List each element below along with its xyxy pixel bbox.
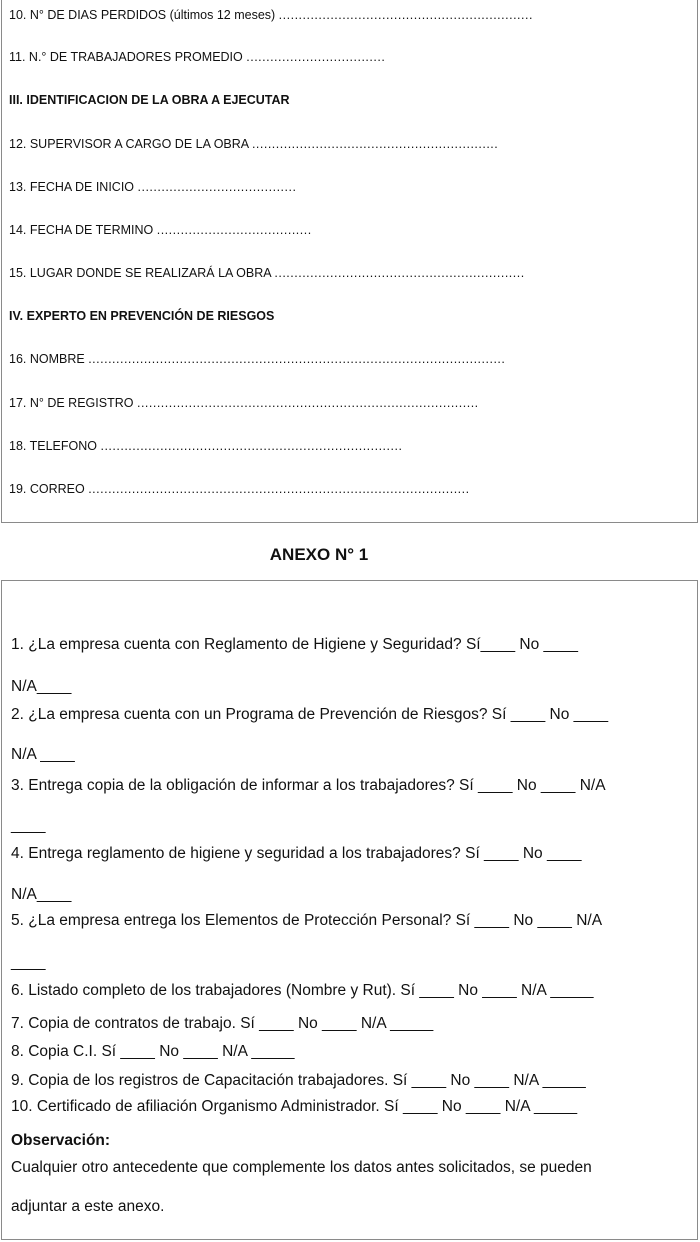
field-fecha-termino: 14. FECHA DE TERMINO ....................................... [9, 223, 312, 237]
section-iv-heading: IV. EXPERTO EN PREVENCIÓN DE RIESGOS [9, 309, 275, 323]
observation-title: Observación: [11, 1132, 111, 1149]
field-dias-perdidos: 10. N° DE DIAS PERDIDOS (últimos 12 meses) ................................................................ [9, 8, 533, 22]
question-2: 2. ¿La empresa cuenta con un Programa de Prevención de Riesgos? Sí ____ No ____ [11, 706, 609, 723]
question-3: 3. Entrega copia de la obligación de informar a los trabajadores? Sí ____ No ____ N/A [11, 777, 606, 794]
field-telefono: 18. TELEFONO ............................................................................ [9, 439, 403, 453]
question-4: 4. Entrega reglamento de higiene y seguridad a los trabajadores? Sí ____ No ____ [11, 845, 582, 862]
question-7: 7. Copia de contratos de trabajo. Sí ____ No ____ N/A _____ [11, 1015, 434, 1032]
section-iii-heading: III. IDENTIFICACION DE LA OBRA A EJECUTAR [9, 93, 290, 107]
field-fecha-inicio: 13. FECHA DE INICIO ........................................ [9, 180, 297, 194]
field-supervisor: 12. SUPERVISOR A CARGO DE LA OBRA .............................................................. [9, 137, 499, 151]
question-2-cont: N/A ____ [11, 746, 75, 763]
field-correo: 19. CORREO ................................................................................................ [9, 482, 470, 496]
question-1-cont: N/A____ [11, 678, 72, 695]
question-10: 10. Certificado de afiliación Organismo Administrador. Sí ____ No ____ N/A _____ [11, 1098, 578, 1115]
question-6: 6. Listado completo de los trabajadores (Nombre y Rut). Sí ____ No ____ N/A _____ [11, 982, 594, 999]
field-nombre: 16. NOMBRE ......................................................................................................... [9, 352, 506, 366]
anexo-title: ANEXO N° 1 [269, 545, 369, 564]
field-trabajadores-promedio: 11. N.° DE TRABAJADORES PROMEDIO ................................... [9, 50, 386, 64]
question-4-cont: N/A____ [11, 886, 72, 903]
field-lugar-obra: 15. LUGAR DONDE SE REALIZARÁ LA OBRA ............................................................... [9, 266, 525, 280]
question-8: 8. Copia C.I. Sí ____ No ____ N/A _____ [11, 1043, 295, 1060]
question-9: 9. Copia de los registros de Capacitación trabajadores. Sí ____ No ____ N/A _____ [11, 1072, 586, 1089]
question-1: 1. ¿La empresa cuenta con Reglamento de Higiene y Seguridad? Sí____ No ____ [11, 636, 578, 653]
question-5-cont: ____ [11, 954, 46, 971]
question-3-cont: ____ [11, 817, 46, 834]
question-5: 5. ¿La empresa entrega los Elementos de Protección Personal? Sí ____ No ____ N/A [11, 912, 603, 929]
observation-text-line2: adjuntar a este anexo. [11, 1198, 165, 1215]
field-registro: 17. N° DE REGISTRO ...................................................................................... [9, 396, 479, 410]
observation-text-line1: Cualquier otro antecedente que complemente los datos antes solicitados, se pueden [11, 1159, 592, 1176]
